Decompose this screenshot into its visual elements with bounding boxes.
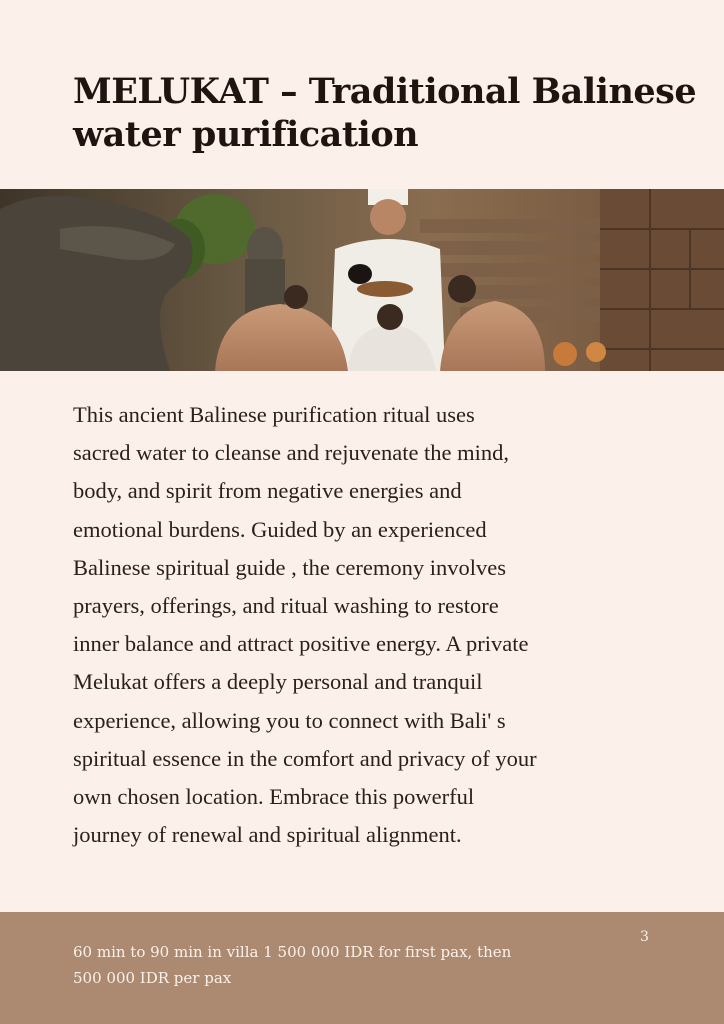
pricing-line-1: 60 min to 90 min in villa 1 500 000 IDR for first pax, then [73,943,512,961]
description-line: emotional burdens. Guided by an experienced [73,516,487,542]
description-line: inner balance and attract positive energy. A private [73,631,529,657]
title-line-1: MELUKAT – Traditional Balinese [73,71,697,112]
description-line: spiritual essence in the comfort and privacy of your [73,745,537,771]
pricing-line-2: 500 000 IDR per pax [73,969,232,987]
description-paragraph [73,396,673,854]
melukat-ceremony-photo [0,189,724,371]
description-line: prayers, offerings, and ritual washing to restore [73,593,499,619]
description-line: body, and spirit from negative energies and [73,478,462,504]
description-line: journey of renewal and spiritual alignment. [73,822,462,848]
pricing-info [73,939,633,991]
title-line-2: water purification [73,114,419,155]
description-line: Melukat offers a deeply personal and tranquil [73,669,483,695]
description-line: This ancient Balinese purification ritual uses [73,402,475,427]
page-number: 3 [640,929,649,945]
page-title [73,70,697,156]
description-line: own chosen location. Embrace this powerful [73,784,475,810]
description-line: experience, allowing you to connect with Bali' s [73,707,506,733]
description-line: Balinese spiritual guide , the ceremony involves [73,554,507,580]
description-line: sacred water to cleanse and rejuvenate the mind, [73,440,510,466]
